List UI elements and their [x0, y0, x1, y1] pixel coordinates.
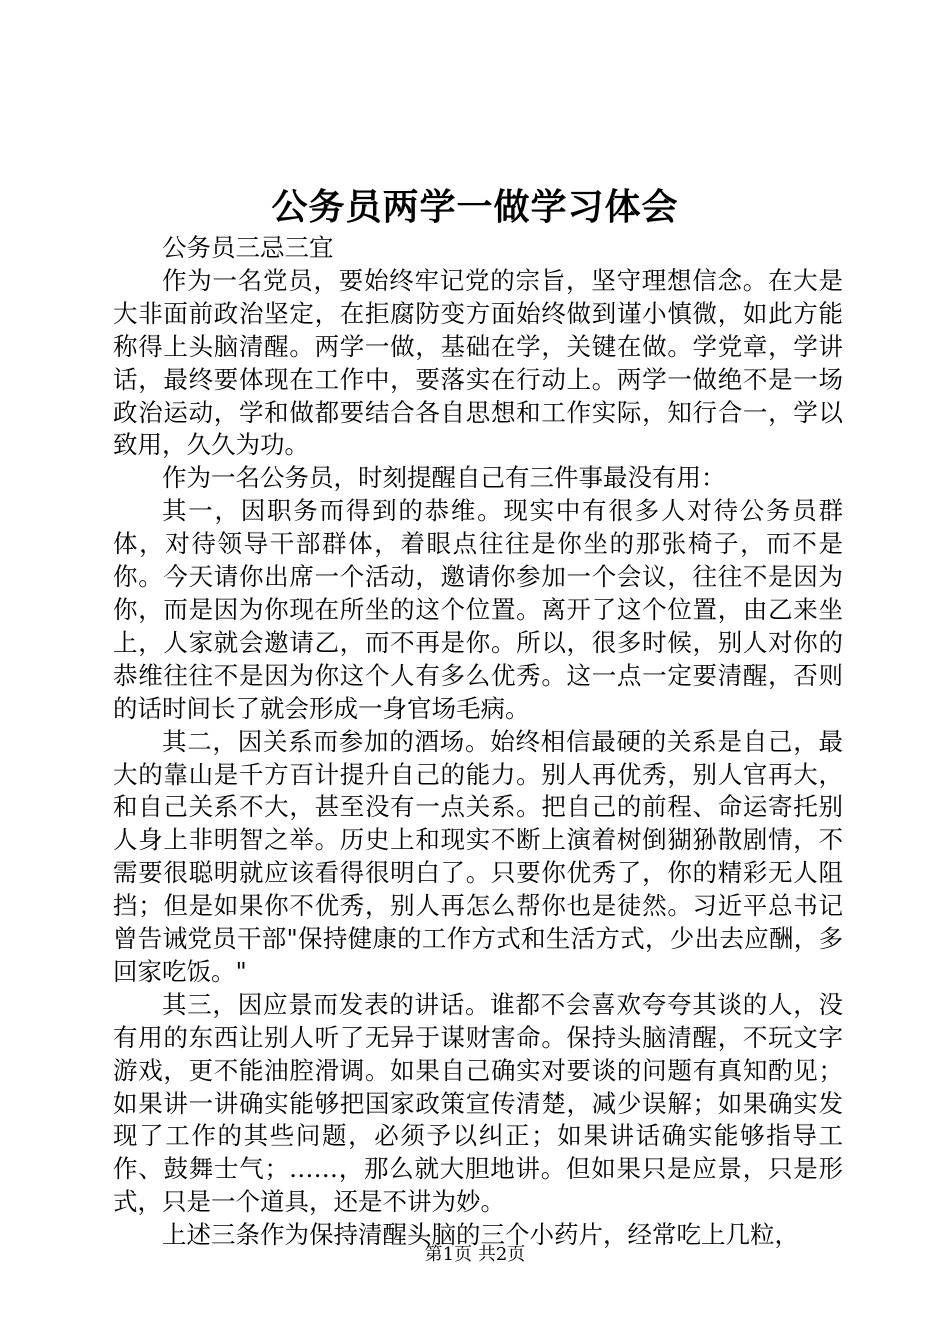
- paragraph-intro: 作为一名党员，要始终牢记党的宗旨，坚守理想信念。在大是大非面前政治坚定，在拒腐防变方面始终做到谨小慎微，如此方能称得上头脑清醒。两学一做，基础在学，关键在做。学党章，学讲话，最终要体现在工作中，要落实在行动上。两学一做绝不是一场政治运动，学和做都要结合各自思想和工作实际，知行合一，学以致用，久久为功。: [113, 265, 843, 460]
- paragraph-lead: 作为一名公务员，时刻提醒自己有三件事最没有用：: [162, 463, 726, 493]
- paragraph-subtitle: 公务员三忌三宜: [162, 233, 334, 262]
- paragraph-point-one: 其一，因职务而得到的恭维。现实中有很多人对待公务员群体，对待领导干部群体，着眼点往往是你坐的那张椅子，而不是你。今天请你出席一个活动，邀请你参加一个会议，往往不是因为你，而是因为你现在所坐的这个位置。离开了这个位置，由乙来坐上，人家就会邀请乙，而不再是你。所以，很多时候，别人对你的恭维往往不是因为你这个人有多么优秀。这一点一定要清醒，否则的话时间长了就会形成一身官场毛病。: [113, 496, 843, 723]
- paragraph-point-three: 其三，因应景而发表的讲话。谁都不会喜欢夸夸其谈的人，没有用的东西让别人听了无异于谋财害命。保持头脑清醒，不玩文字游戏，更不能油腔滑调。如果自己确实对要谈的问题有真知酌见；如果讲一讲确实能够把国家政策宣传清楚，减少误解；如果确实发现了工作的其些问题，必须予以纠正；如果讲话确实能够指导工作、鼓舞士气；……，那么就大胆地讲。但如果只是应景，只是形式，只是一个道具，还是不讲为妙。: [113, 989, 843, 1217]
- document-title: 公务员两学一做学习体会: [271, 187, 679, 228]
- paragraph-point-two: 其二，因关系而参加的酒场。始终相信最硬的关系是自己，最大的靠山是千方百计提升自己的能力。别人再优秀，别人官再大，和自己关系不大，甚至没有一点关系。把自己的前程、命运寄托别人身上非明智之举。历史上和现实不断上演着树倒猢狲散剧情，不需要很聪明就应该看得很明白了。只要你优秀了，你的精彩无人阻挡；但是如果你不优秀，别人再怎么帮你也是徒然。习近平总书记曾告诫党员干部"保持健康的工作方式和生活方式，少出去应酬，多回家吃饭。": [113, 726, 843, 986]
- document-body: [113, 232, 843, 1252]
- paragraph-summary: 上述三条作为保持清醒头脑的三个小药片，经常吃上几粒，: [162, 1220, 799, 1250]
- page-footer: 第1页 共2页: [424, 1244, 526, 1265]
